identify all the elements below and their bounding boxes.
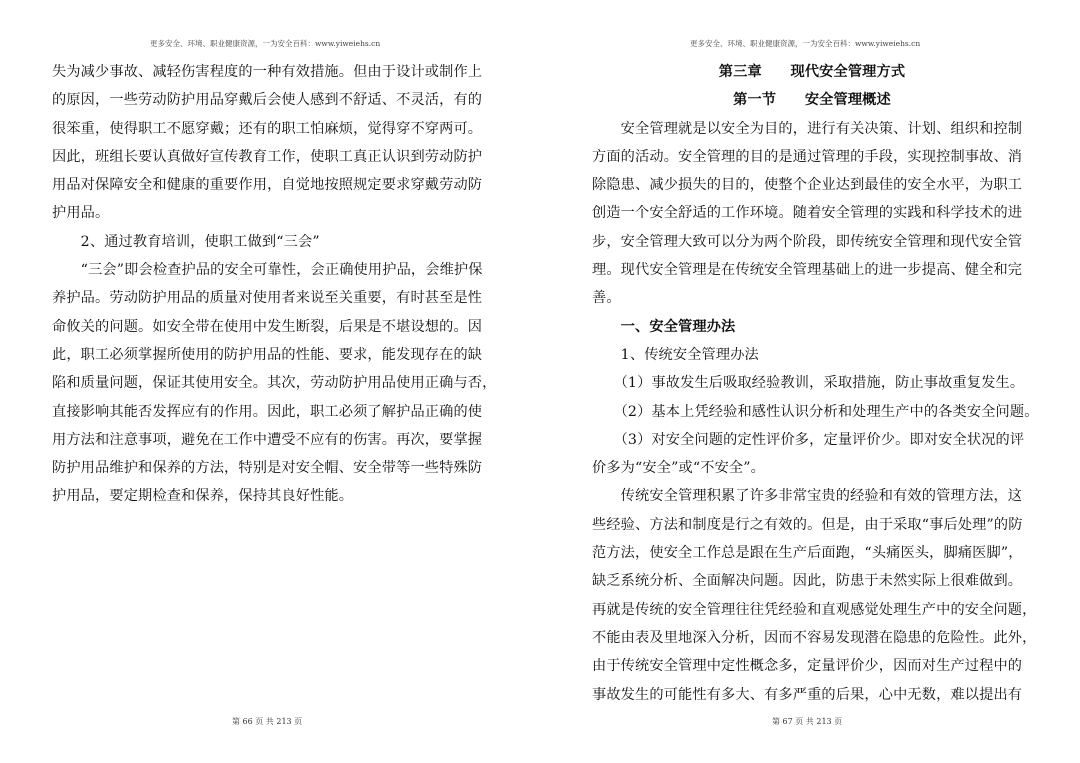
text-line: 善。 [592,290,621,307]
text-line: 安全管理就是以安全为目的，进行有关决策、计划、组织和控制 [592,120,1023,137]
text-line: （3）对安全问题的定性评价多，定量评价少。即对安全状况的评 [592,431,1025,448]
text-line: 理。现代安全管理是在传统安全管理基础上的进一步提高、健全和完 [592,262,1023,279]
text-line: 事故发生的可能性有多大、有多严重的后果，心中无数，难以提出有 [592,686,1023,703]
text-line: 的原因，一些劳动防护用品穿戴后会使人感到不舒适、不灵活，有的 [52,92,483,109]
text-line: 步，安全管理大致可以分为两个阶段，即传统安全管理和现代安全管 [592,233,1023,250]
right-page [540,0,1080,763]
page-footer: 第 67 页 共 213 页 [772,717,843,726]
text-line: 些经验、方法和制度是行之有效的。但是，由于采取“事后处理”的防 [592,516,1023,533]
page-body [592,58,1039,709]
text-line: （2）基本上凭经验和感性认识分析和处理生产中的各类安全问题。 [592,403,1039,420]
text-line: 不能由表及里地深入分析，因而不容易发现潜在隐患的危险性。此外， [592,629,1037,646]
text-line: 2、通过教育培训，使职工做到“三会” [52,233,320,250]
text-line: 养护品。劳动防护用品的质量对使用者来说至关重要，有时甚至是性 [52,290,483,307]
text-line: 用方法和注意事项，避免在工作中遭受不应有的伤害。再次，要掌握 [52,431,483,448]
text-line: 传统安全管理积累了许多非常宝贵的经验和有效的管理方法，这 [592,488,1023,505]
text-line: 方面的活动。安全管理的目的是通过管理的手段，实现控制事故、消 [592,148,1023,165]
text-line: （1）事故发生后吸取经验教训，采取措施，防止事故重复发生。 [592,375,1025,392]
chapter-title: 第三章 现代安全管理方式 [718,64,906,80]
text-line: 很笨重，使得职工不愿穿戴；还有的职工怕麻烦，觉得穿不穿两可。 [52,120,483,137]
text-line: 失为减少事故、减轻伤害程度的一种有效措施。但由于设计或制作上 [52,64,483,80]
text-line: 再就是传统的安全管理往往凭经验和直观感觉处理生产中的安全问题， [592,601,1037,618]
text-line: 护用品。 [52,205,110,222]
text-line: 除隐患、减少损失的目的，使整个企业达到最佳的安全水平，为职工 [592,177,1023,194]
text-line: 价多为“安全”或“不安全”。 [592,460,765,477]
section-title: 第一节 安全管理概述 [733,92,891,109]
text-line: 创造一个安全舒适的工作环境。随着安全管理的实践和科学技术的进 [592,205,1023,222]
text-line: 由于传统安全管理中定性概念多，定量评价少，因而对生产过程中的 [592,658,1023,675]
page-header: 更多安全、环境、职业健康资源，一为安全百科：www.yiweiehs.cn [690,39,921,48]
text-line: 因此，班组长要认真做好宣传教育工作，使职工真正认识到劳动防护 [52,148,483,165]
text-line: 范方法，使安全工作总是跟在生产后面跑，“头痛医头，脚痛医脚”， [592,545,1023,562]
page-body [52,58,497,511]
text-line: “三会”即会检查护品的安全可靠性，会正确使用护品，会维护保 [52,262,483,279]
text-line: 直接影响其能否发挥应有的作用。因此，职工必须了解护品正确的使 [52,403,483,420]
text-line: 1、传统安全管理办法 [592,346,759,363]
page-header: 更多安全、环境、职业健康资源，一为安全百科：www.yiweiehs.cn [150,39,381,48]
text-line: 此，职工必须掌握所使用的防护用品的性能、要求，能发现存在的缺 [52,346,483,363]
text-line: 护用品，要定期检查和保养，保持其良好性能。 [52,488,354,505]
text-line: 陷和质量问题，保证其使用安全。其次，劳动防护用品使用正确与否， [52,375,497,392]
text-line: 命攸关的问题。如安全带在使用中发生断裂，后果是不堪设想的。因 [52,318,483,335]
text-line: 缺乏系统分析、全面解决问题。因此，防患于未然实际上很难做到。 [592,573,1023,590]
page-footer: 第 66 页 共 213 页 [232,717,303,726]
text-line: 用品对保障安全和健康的重要作用，自觉地按照规定要求穿戴劳动防 [52,177,483,194]
section-heading: 一、安全管理办法 [592,318,736,335]
text-line: 防护用品维护和保养的方法，特别是对安全帽、安全带等一些特殊防 [52,460,483,477]
